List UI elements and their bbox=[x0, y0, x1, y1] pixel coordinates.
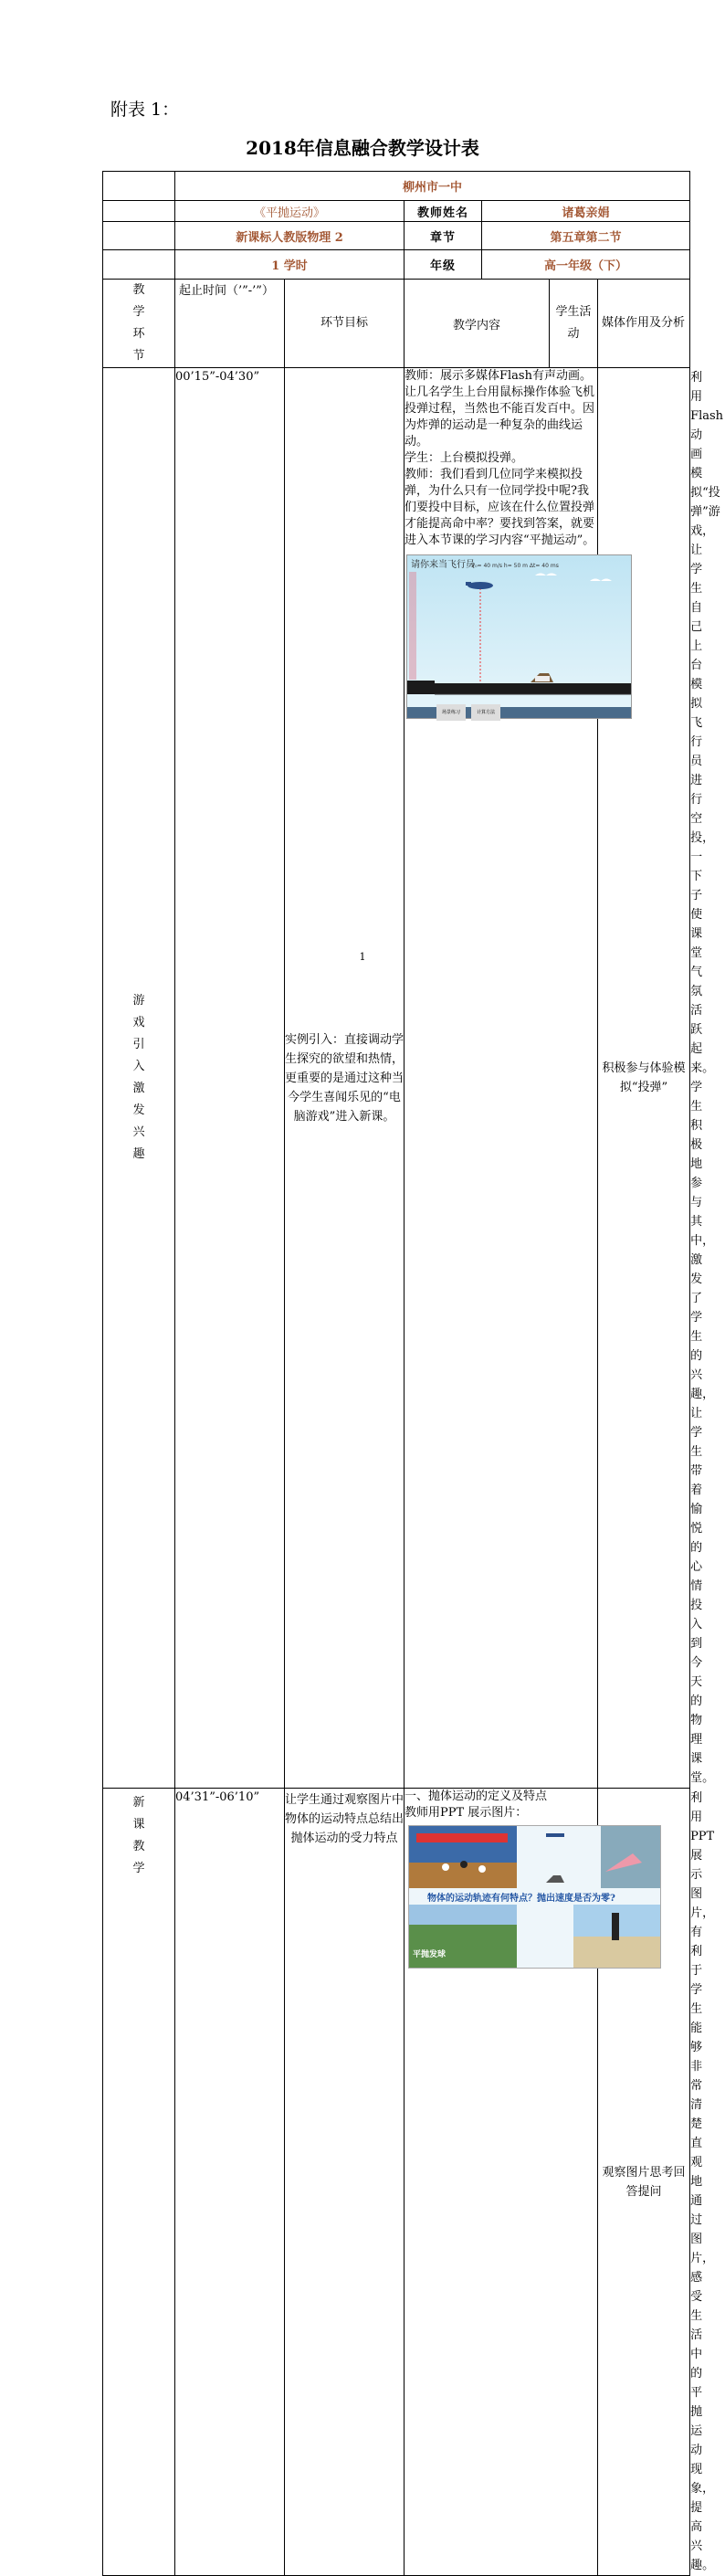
header-content: 教学内容 bbox=[405, 280, 550, 368]
header-activity: 学生活动 bbox=[550, 280, 598, 368]
header-goal: 环节目标 bbox=[285, 280, 405, 368]
blank-cell bbox=[103, 222, 175, 250]
time-range: 04’31”-06’10” bbox=[175, 1789, 285, 2576]
stage-game-intro: 游 戏 引 入 激 发 兴 趣 bbox=[103, 368, 175, 1789]
annex-label: 附表 1： bbox=[110, 100, 180, 120]
chapter-label: 章节 bbox=[405, 222, 482, 250]
document-title: 2018年信息融合教学设计表 bbox=[246, 137, 479, 159]
flash-game-screenshot bbox=[406, 554, 632, 719]
school-name: 柳州市一中 bbox=[175, 172, 690, 201]
section-goal: 让学生通过观察图片中物体的运动特点总结出抛体运动的受力特点 bbox=[285, 1789, 405, 2576]
slide-photo-label: 平抛发球 bbox=[413, 1950, 447, 1959]
header-stage: 教 学 环 节 bbox=[103, 280, 175, 368]
content-paragraph: 学生：上台模拟投弹。 bbox=[405, 451, 524, 465]
blank-cell bbox=[103, 172, 175, 201]
game-toolbar bbox=[407, 707, 636, 718]
lesson-name: 《平抛运动》 bbox=[175, 201, 405, 222]
teaching-content bbox=[405, 368, 598, 1789]
textbook-name: 新课标人教版物理 2 bbox=[175, 222, 405, 250]
content-paragraph: 教师：展示多媒体Flash有声动画。让几名学生上台用鼠标操作体验飞机投弹过程，当然也不能百发百中。因为炸弹的运动是一种复杂的曲线运动。 bbox=[405, 369, 595, 449]
game-param-bar: V₀= 40 m/s h= 50 m Δt= 40 ms bbox=[471, 563, 559, 569]
section-goal: 实例引入：直接调动学生探究的欲望和热情，更重要的是通过这种当今学生喜闻乐见的“电脑游戏”进入新课。 bbox=[285, 368, 405, 1789]
stage-new-lesson: 新 课 教 学 bbox=[103, 1789, 175, 2576]
student-activity: 积极参与体验模拟“投弹” bbox=[598, 368, 690, 1789]
teacher-label: 教师姓名 bbox=[405, 201, 482, 222]
content-paragraph: 教师用PPT 展示图片： bbox=[405, 1806, 528, 1820]
ppt-slide-image bbox=[408, 1825, 661, 1969]
game-button-practice[interactable]: 场景练习 bbox=[436, 704, 466, 721]
header-media: 媒体作用及分析 bbox=[598, 280, 690, 368]
class-hours: 1 学时 bbox=[175, 250, 405, 280]
lesson-design-table: 柳州市一中 《平抛运动》 教师姓名 诸葛亲娟 新课标人教版物理 2 章节 第五章第二节 1 学时 年级 高一年级（下） 教 学 环 节 起止时间（’”-’”） 环节目标 教学内容 学生活动 媒体作用及分析 游 戏 引 入 激 发 兴 趣 00’15”-04’30” 实例引入：直接调动学生探究的欲望和热情，更重要的是通过这种当今学生喜闻乐见的“电脑游戏”进入新课。 教师：展示多媒体Flash有声动画。让几名学生上台用鼠标操作体验飞机投弹过程，当然也不能百发百中。因为炸弹的运动是一种复杂的曲线运动。 学生：上台模拟投弹。 教师：我们看到几位同学来模拟投弹，为什么只有一位同学投中呢?我们要投中目标，应该在什么位置投弹才能提高命中率？要找到答案，就要进入本节课的学习内容“平抛运动”。 请你来当飞行员 V₀= 40 m/s h= 50 m Δt= 40 ms 场景练习 计算方法 积极参与体验模拟“投弹” 利用Flash动画模拟“投弹”游戏，让学生自己上台模拟飞行员进行空投，一下子使课堂气氛活跃起来。学生积极地参与其中，激发了学生的兴趣，让学生带着愉悦的心情投入到今天的物理课堂。 新 课 教 学 04’31”-06’10” 让学生通过观察图片中物体的运动特点总结出抛体运动的受力特点 一、抛体运动的定义及特点 教师用PPT 展示图片： 物体的运动轨迹有何特点？抛出速度是否为零? 平抛发球 观察图片思考回答提问 利用PPT展示图片，有利于学生能够非常清楚直观地通过图片，感受生活中的平抛运动现象，提高兴趣。 bbox=[102, 171, 690, 2576]
page-number: 1 bbox=[359, 951, 366, 963]
game-button-calc[interactable]: 计算方法 bbox=[471, 704, 500, 721]
teacher-name: 诸葛亲娟 bbox=[482, 201, 690, 222]
student-activity: 观察图片思考回答提问 bbox=[598, 1789, 690, 2576]
game-title: 请你来当飞行员 bbox=[411, 560, 475, 570]
teaching-content bbox=[405, 1789, 615, 2576]
content-heading: 一、抛体运动的定义及特点 bbox=[405, 1789, 548, 1803]
game-scene-icon bbox=[407, 555, 631, 718]
time-range: 00’15”-04’30” bbox=[175, 368, 285, 1789]
blank-cell bbox=[103, 201, 175, 222]
blank-cell bbox=[103, 250, 175, 280]
slide-caption: 物体的运动轨迹有何特点？抛出速度是否为零? bbox=[427, 1894, 615, 1904]
chapter-value: 第五章第二节 bbox=[482, 222, 690, 250]
content-paragraph: 教师：我们看到几位同学来模拟投弹，为什么只有一位同学投中呢?我们要投中目标，应该在什么位置投弹才能提高命中率？要找到答案，就要进入本节课的学习内容“平抛运动”。 bbox=[405, 468, 595, 547]
grade-value: 高一年级（下） bbox=[482, 250, 690, 280]
grade-label: 年级 bbox=[405, 250, 482, 280]
header-time: 起止时间（’”-’”） bbox=[175, 280, 285, 368]
